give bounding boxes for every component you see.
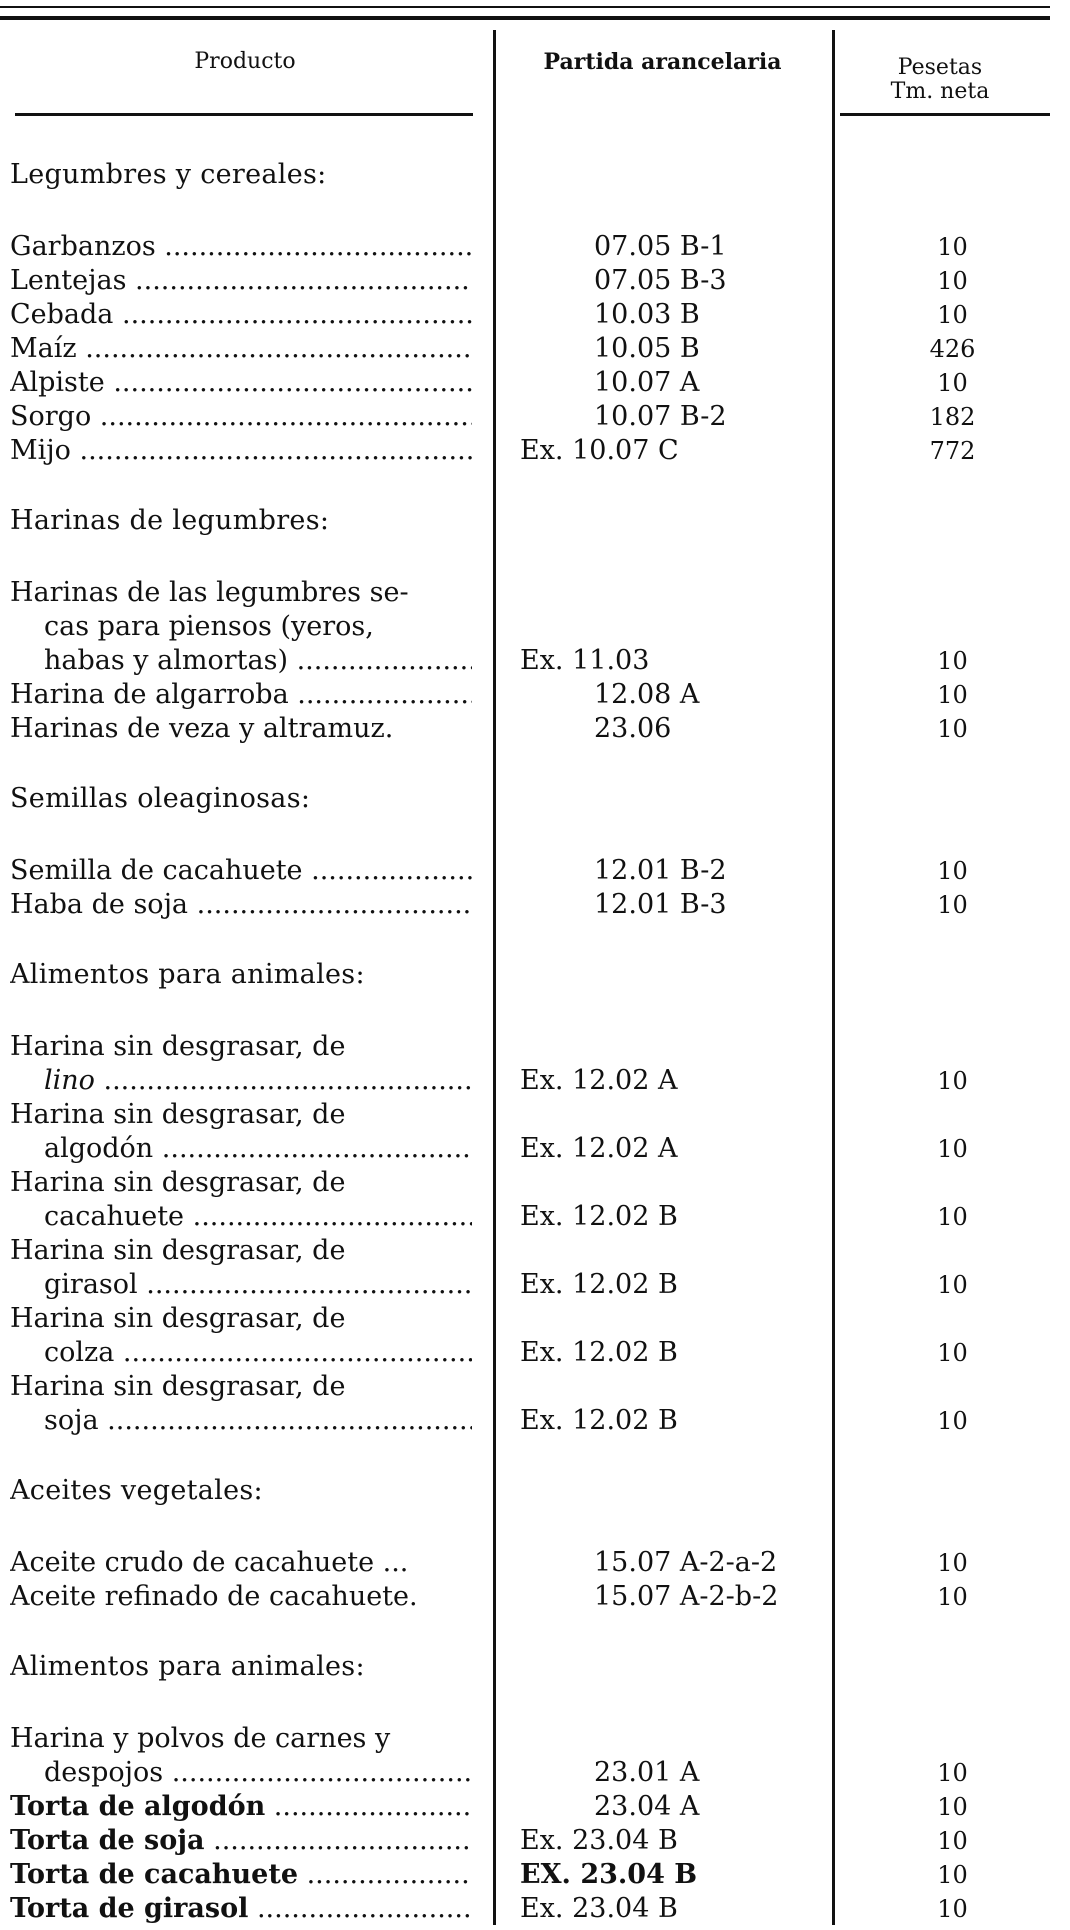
product-cell: Harina sin desgrasar, de bbox=[10, 1235, 346, 1266]
product-cell: Alpiste ..... bbox=[10, 366, 472, 400]
partida-cell: Ex. 11.03 bbox=[520, 645, 650, 676]
partida-cell: 10.07 B-2 bbox=[594, 401, 727, 432]
partida-cell: Ex. 12.02 B bbox=[520, 1405, 678, 1436]
partida-cell: 12.01 B-2 bbox=[594, 855, 727, 886]
product-cell: Aceite refinado de cacahuete. bbox=[10, 1581, 418, 1612]
table-row bbox=[0, 1892, 1050, 1926]
table-row bbox=[0, 1268, 1050, 1302]
header-pesetas bbox=[840, 56, 1040, 104]
pesetas-cell: 10 bbox=[937, 1135, 968, 1163]
partida-cell: Ex. 12.02 B bbox=[520, 1337, 678, 1368]
pesetas-cell: 10 bbox=[937, 1895, 968, 1923]
table-row bbox=[0, 400, 1050, 434]
section-heading: Aceites vegetales: bbox=[10, 1475, 263, 1506]
table-row bbox=[0, 854, 1050, 888]
table-top-rule-thin bbox=[0, 6, 1050, 8]
partida-cell: 15.07 A-2-a-2 bbox=[594, 1547, 778, 1578]
product-cell: colza ..... bbox=[44, 1336, 472, 1370]
product-cell: Harina sin desgrasar, de bbox=[10, 1371, 346, 1402]
partida-cell: 23.06 bbox=[594, 713, 672, 744]
product-cell: Harina sin desgrasar, de bbox=[10, 1031, 346, 1062]
product-cell: Harina de algarroba ..... bbox=[10, 678, 472, 712]
table-row bbox=[0, 1132, 1050, 1166]
partida-cell: Ex. 23.04 B bbox=[520, 1893, 678, 1924]
pesetas-cell: 10 bbox=[937, 857, 968, 885]
header-pesetas-line1: Pesetas bbox=[897, 55, 983, 80]
product-cell: lino ..... bbox=[44, 1064, 472, 1098]
table-row bbox=[0, 1030, 1050, 1064]
table-row bbox=[0, 1546, 1050, 1580]
pesetas-cell: 10 bbox=[937, 1203, 968, 1231]
product-cell: Haba de soja ..... bbox=[10, 888, 472, 922]
product-cell: cas para piensos (yeros, bbox=[44, 611, 374, 642]
section-heading: Semillas oleaginosas: bbox=[10, 783, 311, 814]
partida-cell: 23.04 A bbox=[594, 1791, 700, 1822]
pesetas-cell: 772 bbox=[929, 437, 976, 465]
pesetas-cell: 10 bbox=[937, 1549, 968, 1577]
pesetas-cell: 10 bbox=[937, 891, 968, 919]
section-heading: Alimentos para animales: bbox=[10, 959, 365, 990]
pesetas-cell: 10 bbox=[937, 1583, 968, 1611]
product-cell: Garbanzos ..... bbox=[10, 230, 472, 264]
product-cell: Harina sin desgrasar, de bbox=[10, 1303, 346, 1334]
pesetas-cell: 10 bbox=[937, 1759, 968, 1787]
table-row bbox=[0, 1756, 1050, 1790]
partida-cell: 12.01 B-3 bbox=[594, 889, 727, 920]
table-row bbox=[0, 1790, 1050, 1824]
table-row bbox=[0, 1370, 1050, 1404]
table-row bbox=[0, 1650, 1050, 1684]
table-row bbox=[0, 1166, 1050, 1200]
table-top-rule-thick bbox=[0, 16, 1050, 20]
section-heading: Legumbres y cereales: bbox=[10, 159, 327, 190]
table-row bbox=[0, 158, 1050, 192]
product-cell: Harinas de las legumbres se- bbox=[10, 577, 409, 608]
product-cell: Maíz ..... bbox=[10, 332, 472, 366]
product-cell: Harinas de veza y altramuz. bbox=[10, 713, 394, 744]
product-cell: Sorgo ..... bbox=[10, 400, 472, 434]
table-row bbox=[0, 644, 1050, 678]
header-pesetas-line2: Tm. neta bbox=[890, 79, 990, 104]
table-row bbox=[0, 1234, 1050, 1268]
table-row bbox=[0, 888, 1050, 922]
partida-cell: 15.07 A-2-b-2 bbox=[594, 1581, 779, 1612]
table-row bbox=[0, 1336, 1050, 1370]
pesetas-cell: 10 bbox=[937, 681, 968, 709]
table-row bbox=[0, 1474, 1050, 1508]
product-cell: habas y almortas) ..... bbox=[44, 644, 472, 678]
partida-cell: 23.01 A bbox=[594, 1757, 700, 1788]
partida-cell: EX. 23.04 B bbox=[520, 1859, 698, 1890]
pesetas-cell: 10 bbox=[937, 301, 968, 329]
partida-cell: 10.03 B bbox=[594, 299, 700, 330]
pesetas-cell: 10 bbox=[937, 369, 968, 397]
product-cell: Aceite crudo de cacahuete ... bbox=[10, 1547, 409, 1578]
product-cell: Torta de girasol ..... bbox=[10, 1892, 472, 1926]
partida-cell: 12.08 A bbox=[594, 679, 700, 710]
partida-cell: 07.05 B-1 bbox=[594, 231, 727, 262]
partida-cell: Ex. 12.02 B bbox=[520, 1201, 678, 1232]
product-cell: Cebada ..... bbox=[10, 298, 472, 332]
table-row bbox=[0, 712, 1050, 746]
product-cell: cacahuete ..... bbox=[44, 1200, 472, 1234]
product-cell: Lentejas ..... bbox=[10, 264, 472, 298]
pesetas-cell: 10 bbox=[937, 647, 968, 675]
table-row bbox=[0, 1824, 1050, 1858]
table-row bbox=[0, 678, 1050, 712]
product-cell: Torta de algodón ..... bbox=[10, 1790, 472, 1824]
product-cell: Harina sin desgrasar, de bbox=[10, 1167, 346, 1198]
pesetas-cell: 10 bbox=[937, 233, 968, 261]
pesetas-cell: 10 bbox=[937, 1407, 968, 1435]
partida-cell: 10.05 B bbox=[594, 333, 700, 364]
table-row bbox=[0, 1580, 1050, 1614]
product-cell: despojos ..... bbox=[44, 1756, 472, 1790]
table-row bbox=[0, 230, 1050, 264]
pesetas-cell: 10 bbox=[937, 1067, 968, 1095]
section-heading: Harinas de legumbres: bbox=[10, 505, 330, 536]
table-row bbox=[0, 1302, 1050, 1336]
product-cell: algodón ..... bbox=[44, 1132, 472, 1166]
table-row bbox=[0, 504, 1050, 538]
partida-cell: Ex. 12.02 A bbox=[520, 1133, 678, 1164]
table-row bbox=[0, 298, 1050, 332]
pesetas-cell: 10 bbox=[937, 1793, 968, 1821]
table-row bbox=[0, 782, 1050, 816]
pesetas-cell: 182 bbox=[929, 403, 976, 431]
product-cell: Mijo ..... bbox=[10, 434, 472, 468]
pesetas-cell: 10 bbox=[937, 715, 968, 743]
partida-cell: Ex. 23.04 B bbox=[520, 1825, 678, 1856]
product-cell: Harina y polvos de carnes y bbox=[10, 1723, 391, 1754]
partida-cell: Ex. 12.02 B bbox=[520, 1269, 678, 1300]
header-rule-2 bbox=[500, 113, 825, 116]
table-row bbox=[0, 1200, 1050, 1234]
partida-cell: 10.07 A bbox=[594, 367, 700, 398]
pesetas-cell: 10 bbox=[937, 1861, 968, 1889]
pesetas-cell: 10 bbox=[937, 1827, 968, 1855]
header-rule-3 bbox=[840, 113, 1050, 116]
pesetas-cell: 10 bbox=[937, 1271, 968, 1299]
product-cell: Torta de cacahuete ..... bbox=[10, 1858, 472, 1892]
table-row bbox=[0, 1722, 1050, 1756]
table-row bbox=[0, 1098, 1050, 1132]
pesetas-cell: 10 bbox=[937, 267, 968, 295]
partida-cell: 07.05 B-3 bbox=[594, 265, 727, 296]
product-cell: Semilla de cacahuete ..... bbox=[10, 854, 472, 888]
product-cell: girasol ..... bbox=[44, 1268, 472, 1302]
table-row bbox=[0, 434, 1050, 468]
partida-cell: Ex. 10.07 C bbox=[520, 435, 679, 466]
table-row bbox=[0, 576, 1050, 610]
table-row bbox=[0, 610, 1050, 644]
table-row bbox=[0, 1858, 1050, 1892]
table-row bbox=[0, 1404, 1050, 1438]
table-row bbox=[0, 1064, 1050, 1098]
table-row bbox=[0, 332, 1050, 366]
pesetas-cell: 10 bbox=[937, 1339, 968, 1367]
header-partida: Partida arancelaria bbox=[543, 49, 782, 75]
pesetas-cell: 426 bbox=[929, 335, 976, 363]
section-heading: Alimentos para animales: bbox=[10, 1651, 365, 1682]
table-row bbox=[0, 958, 1050, 992]
product-cell: Harina sin desgrasar, de bbox=[10, 1099, 346, 1130]
product-cell: Torta de soja ..... bbox=[10, 1824, 472, 1858]
header-rule-1 bbox=[15, 113, 473, 116]
table-row bbox=[0, 264, 1050, 298]
product-cell: soja ..... bbox=[44, 1404, 472, 1438]
table-row bbox=[0, 366, 1050, 400]
partida-cell: Ex. 12.02 A bbox=[520, 1065, 678, 1096]
header-producto: Producto bbox=[194, 49, 296, 74]
